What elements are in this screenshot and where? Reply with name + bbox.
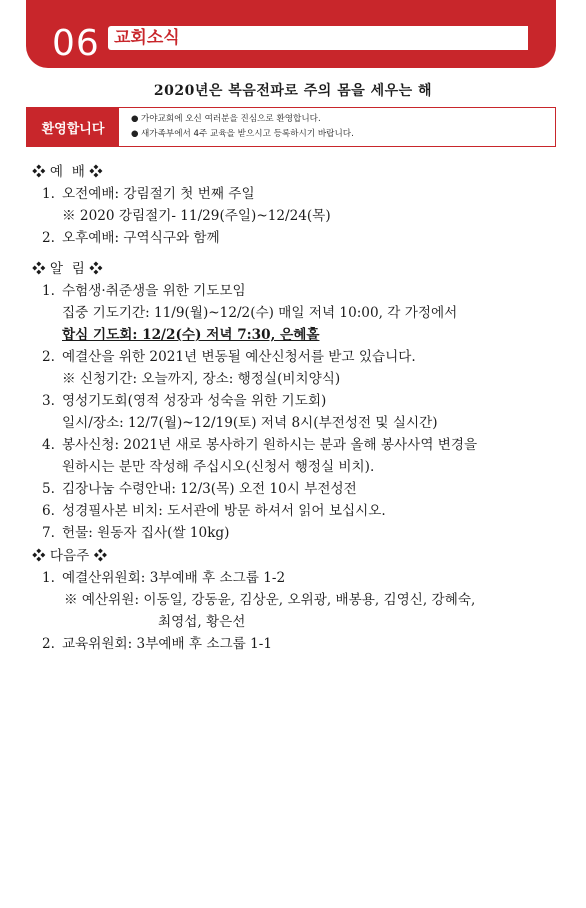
welcome-label: 환영합니다	[27, 108, 119, 146]
list-item: 1. 예결산위원회: 3부예배 후 소그룹 1-2	[42, 570, 286, 586]
worship-section	[32, 161, 331, 249]
bullet-icon: ●	[131, 114, 139, 124]
section-heading: ❖ 다음주 ❖	[32, 548, 108, 564]
list-item: 4. 봉사신청: 2021년 새로 봉사하기 원하시는 분과 올해 봉사사역 변경을	[42, 437, 478, 453]
list-subitem-emphasis: 합심 기도회: 12/2(수) 저녁 7:30, 은혜홀	[62, 327, 320, 343]
list-subitem: 일시/장소: 12/7(월)~12/19(토) 저녁 8시(부전성전 및 실시간)	[62, 415, 438, 431]
list-item: 7. 헌물: 원동자 집사(쌀 10kg)	[42, 525, 230, 541]
list-subitem: 원하시는 분만 작성해 주십시오(신청서 행정실 비치).	[62, 459, 375, 475]
section-heading: ❖ 예 배 ❖	[32, 164, 103, 180]
next-week-section	[32, 545, 475, 655]
list-subitem: ※ 2020 강림절기- 11/29(주일)~12/24(목)	[62, 208, 331, 224]
section-title: 교회소식	[114, 28, 180, 48]
section-heading: ❖ 알 림 ❖	[32, 261, 103, 277]
welcome-note: ● 가야교회에 오신 여러분을 진심으로 환영합니다.	[131, 112, 354, 127]
welcome-notes	[131, 112, 354, 142]
list-item: 2. 오후예배: 구역식구와 함께	[42, 230, 220, 246]
year-theme: 2020년은 복음전파로 주의 몸을 세우는 해	[153, 83, 433, 99]
section-number: 06	[52, 23, 100, 64]
list-item: 2. 예결산을 위한 2021년 변동될 예산신청서를 받고 있습니다.	[42, 349, 416, 365]
list-item: 5. 김장나눔 수령안내: 12/3(목) 오전 10시 부전성전	[42, 481, 357, 497]
bullet-icon: ●	[131, 129, 139, 139]
list-item: 2. 교육위원회: 3부예배 후 소그룹 1-1	[42, 636, 272, 652]
list-item: 1. 수험생·취준생을 위한 기도모임	[42, 283, 246, 299]
list-subitem: 최영섭, 황은선	[158, 614, 246, 630]
welcome-note: ● 새가족부에서 4주 교육을 받으시고 등록하시기 바랍니다.	[131, 127, 354, 142]
list-item: 3. 영성기도회(영적 성장과 성숙을 위한 기도회)	[42, 393, 327, 409]
welcome-box	[26, 107, 556, 147]
list-item: 1. 오전예배: 강림절기 첫 번째 주일	[42, 186, 255, 202]
list-subitem: ※ 예산위원: 이동일, 강동윤, 김상운, 오위광, 배봉용, 김영신, 강혜숙,	[64, 592, 476, 608]
notices-section	[32, 258, 477, 544]
list-subitem: 집중 기도기간: 11/9(월)~12/2(수) 매일 저녁 10:00, 각 가정에서	[62, 305, 458, 321]
list-subitem: ※ 신청기간: 오늘까지, 장소: 행정실(비치양식)	[62, 371, 341, 387]
list-item: 6. 성경필사본 비치: 도서관에 방문 하셔서 읽어 보십시오.	[42, 503, 386, 519]
